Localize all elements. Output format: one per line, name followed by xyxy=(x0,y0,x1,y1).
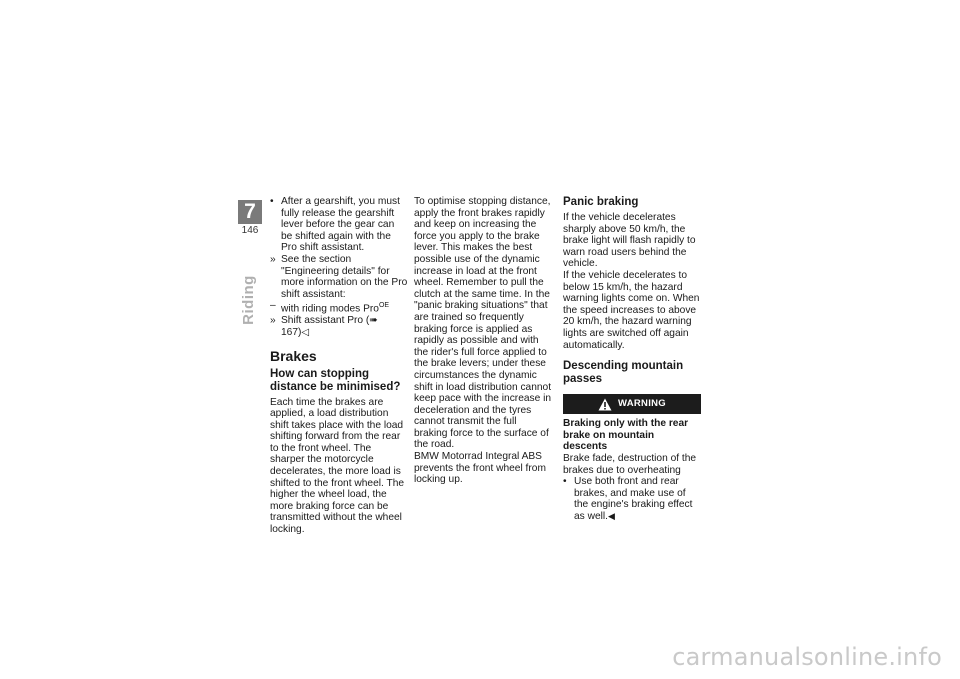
cross-reference-item[interactable] xyxy=(270,315,408,338)
bullet-text: Use both front and rear brakes, and make use of the engine's braking effect as well. xyxy=(574,476,693,522)
end-mark: ◀ xyxy=(607,510,615,521)
arrow-mark: » xyxy=(270,253,276,265)
dash-item xyxy=(270,300,408,315)
column-3 xyxy=(563,196,701,522)
chapter-tab xyxy=(238,200,262,236)
arrow-mark: » xyxy=(270,315,276,327)
subsection-title: Descending mountain passes xyxy=(563,360,684,386)
warning-label: WARNING xyxy=(617,398,666,410)
chapter-number: 7 xyxy=(238,200,262,224)
bullet-text: After a gearshift, you must fully release the gearshift lever before the gear can be shifted again with the Pro shift assistant. xyxy=(281,196,400,254)
watermark-text: carmanualsonline.info xyxy=(672,643,942,671)
page-number: 146 xyxy=(241,225,259,236)
body-paragraph: To optimise stopping distance, apply the front brakes rapidly and keep on increasing the force you apply to the brake lever. This makes the best possible use of the dynamic increase in load at the front wheel. Remember to pull the clutch at the same time. In the "panic braking situations" that are trained so frequently braking force is applied as rapidly as possible and with the rider's full force applied to the brake levers; under these circumstances the dynamic shift in load distribution cannot keep pace with the increase in deceleration and the tyres cannot transmit the full braking force to the surface of the road. xyxy=(414,196,552,451)
optional-equipment-sup: OE xyxy=(378,302,390,310)
result-text: See the section "Engineering details" for more information on the Pro shift assistant: xyxy=(281,253,408,300)
dash-mark: – xyxy=(270,300,276,312)
warning-text: Brake fade, destruction of the brakes due to overheating xyxy=(563,452,697,476)
column-1 xyxy=(270,196,408,536)
bullet-mark: • xyxy=(563,476,567,488)
bullet-item xyxy=(270,196,408,254)
subsection-title: How can stopping distance be minimised? xyxy=(270,367,401,393)
body-paragraph: If the vehicle decelerates sharply above 50 km/h, the brake light will flash rapidly to warn road users behind the vehicle. xyxy=(563,212,696,270)
result-item xyxy=(270,254,408,300)
warning-triangle-icon xyxy=(598,398,612,411)
warning-heading: Braking only with the rear brake on mountain descents xyxy=(563,418,689,453)
dash-text: with riding modes Pro xyxy=(281,303,379,315)
chapter-side-label: Riding xyxy=(240,275,257,325)
body-paragraph: BMW Motorrad Integral ABS prevents the front wheel from locking up. xyxy=(414,451,546,486)
body-paragraph: If the vehicle decelerates to below 15 km/h, the hazard warning lights come on. When the speed increases to above 20 km/h, the hazard warning lights are switched off again automatically. xyxy=(563,269,700,351)
cross-reference-link[interactable]: Shift assistant Pro (➠ 167)◁ xyxy=(281,315,378,338)
warning-banner xyxy=(563,394,701,414)
bullet-item xyxy=(563,476,701,522)
column-2 xyxy=(414,196,552,486)
body-paragraph: Each time the brakes are applied, a load distribution shift takes place with the load shifting forward from the rear to the front wheel. The sharper the motorcycle decelerates, the more load is shifted to the front wheel. The higher the wheel load, the more braking force can be transmitted without the wheel locking. xyxy=(270,396,405,536)
subsection-title: Panic braking xyxy=(563,196,639,208)
section-title: Brakes xyxy=(270,347,317,364)
bullet-mark: • xyxy=(270,196,274,207)
chapter-side-label-wrap xyxy=(226,275,272,325)
